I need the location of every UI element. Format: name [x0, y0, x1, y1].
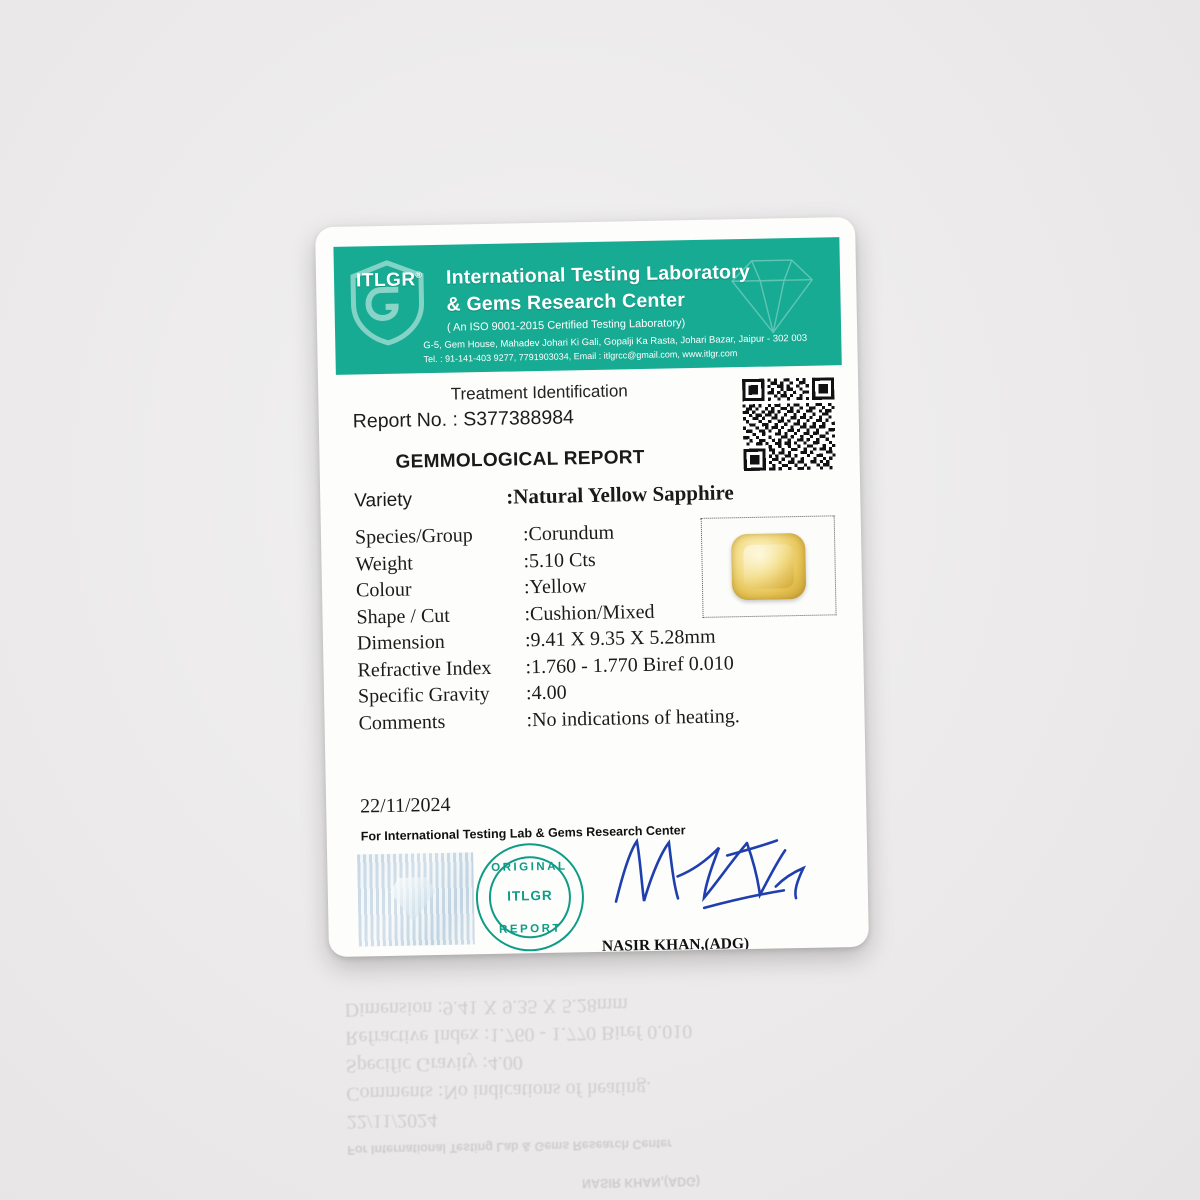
spec-label: Weight [355, 551, 413, 576]
hologram-gem-icon [390, 877, 437, 922]
certificate-header [333, 237, 841, 375]
variety-label: Variety [354, 489, 413, 512]
gemstone-photo [701, 515, 837, 618]
spec-label: Specific Gravity [357, 682, 490, 708]
report-number [353, 406, 575, 433]
variety-value: :Natural Yellow Sapphire [506, 480, 734, 509]
reflection-line: NASIR KHAN,(ADG) [581, 1174, 701, 1191]
qr-code [742, 377, 836, 471]
lab-address: G-5, Gem House, Mahadev Johari Ki Gali, Gopalji Ka Rasta, Johari Bazar, Jaipur - 302 003 [423, 332, 808, 352]
signatory-name: NASIR KHAN,(ADG) [601, 935, 750, 955]
lab-name-line2: & Gems Research Center [446, 289, 686, 316]
registered-symbol: ® [415, 269, 423, 281]
card-content [333, 237, 852, 955]
spec-label: Shape / Cut [356, 604, 451, 629]
variety-row [354, 478, 860, 513]
lab-name-line1: International Testing Laboratory [445, 260, 751, 289]
card-surface [315, 217, 869, 957]
handwritten-signature [607, 824, 819, 924]
report-date: 22/11/2024 [359, 793, 451, 818]
report-number-label: Report No. : [352, 408, 464, 433]
certificate-card [315, 217, 869, 957]
spec-value: :No indications of heating. [526, 704, 741, 731]
reflection-line: Refractive Index :1.760 - 1.770 Biref 0.010 [344, 1020, 693, 1049]
signature-for-line: For International Testing Lab & Gems Research Center [360, 823, 686, 844]
reflection-line: Specific Gravity :4.00 [345, 1051, 524, 1077]
spec-label: Colour [355, 578, 412, 602]
spec-value: :Cushion/Mixed [524, 600, 655, 625]
stamp-arc-top: ORIGINAL [491, 860, 568, 874]
stamp-center-text: ITLGR [507, 887, 553, 904]
spec-label: Dimension [356, 630, 446, 655]
stamp-arc-bottom: REPORT [498, 922, 563, 936]
hologram-sticker [357, 852, 475, 946]
spec-value: :5.10 Cts [523, 548, 596, 572]
report-number-value: S377388984 [463, 406, 575, 431]
spec-label: Refractive Index [357, 656, 492, 682]
spec-value: :Corundum [522, 521, 615, 546]
lab-contact: Tel. : 91-141-403 9277, 7791903034, Email : itlgrcc@gmail.com, www.itlgr.com [423, 348, 738, 365]
reflection-line: For International Testing Lab & Gems Research Center [347, 1136, 673, 1157]
spec-value: :9.41 X 9.35 X 5.28mm [524, 625, 716, 652]
spec-value: :4.00 [525, 681, 567, 705]
brand-mark: ITLGR® [355, 269, 423, 292]
spec-label: Comments [358, 710, 446, 735]
original-report-stamp [475, 842, 585, 952]
page-title: GEMMOLOGICAL REPORT [395, 446, 645, 473]
spec-label: Species/Group [354, 524, 473, 549]
card-reflection [328, 953, 873, 1200]
iso-certification-line: ( An ISO 9001-2015 Certified Testing Laboratory) [446, 317, 686, 334]
spec-value: :Yellow [523, 575, 587, 599]
spec-value: :1.760 - 1.770 Biref 0.010 [525, 651, 735, 678]
reflection-line: Comments :No indications of heating. [346, 1077, 652, 1105]
treatment-heading: Treatment Identification [450, 381, 628, 404]
gemstone-image [731, 533, 806, 600]
reflection-line: Dimension :9.41 X 9.35 X 5.28mm [344, 993, 629, 1021]
reflection-line: 22/11/2024 [346, 1109, 438, 1133]
